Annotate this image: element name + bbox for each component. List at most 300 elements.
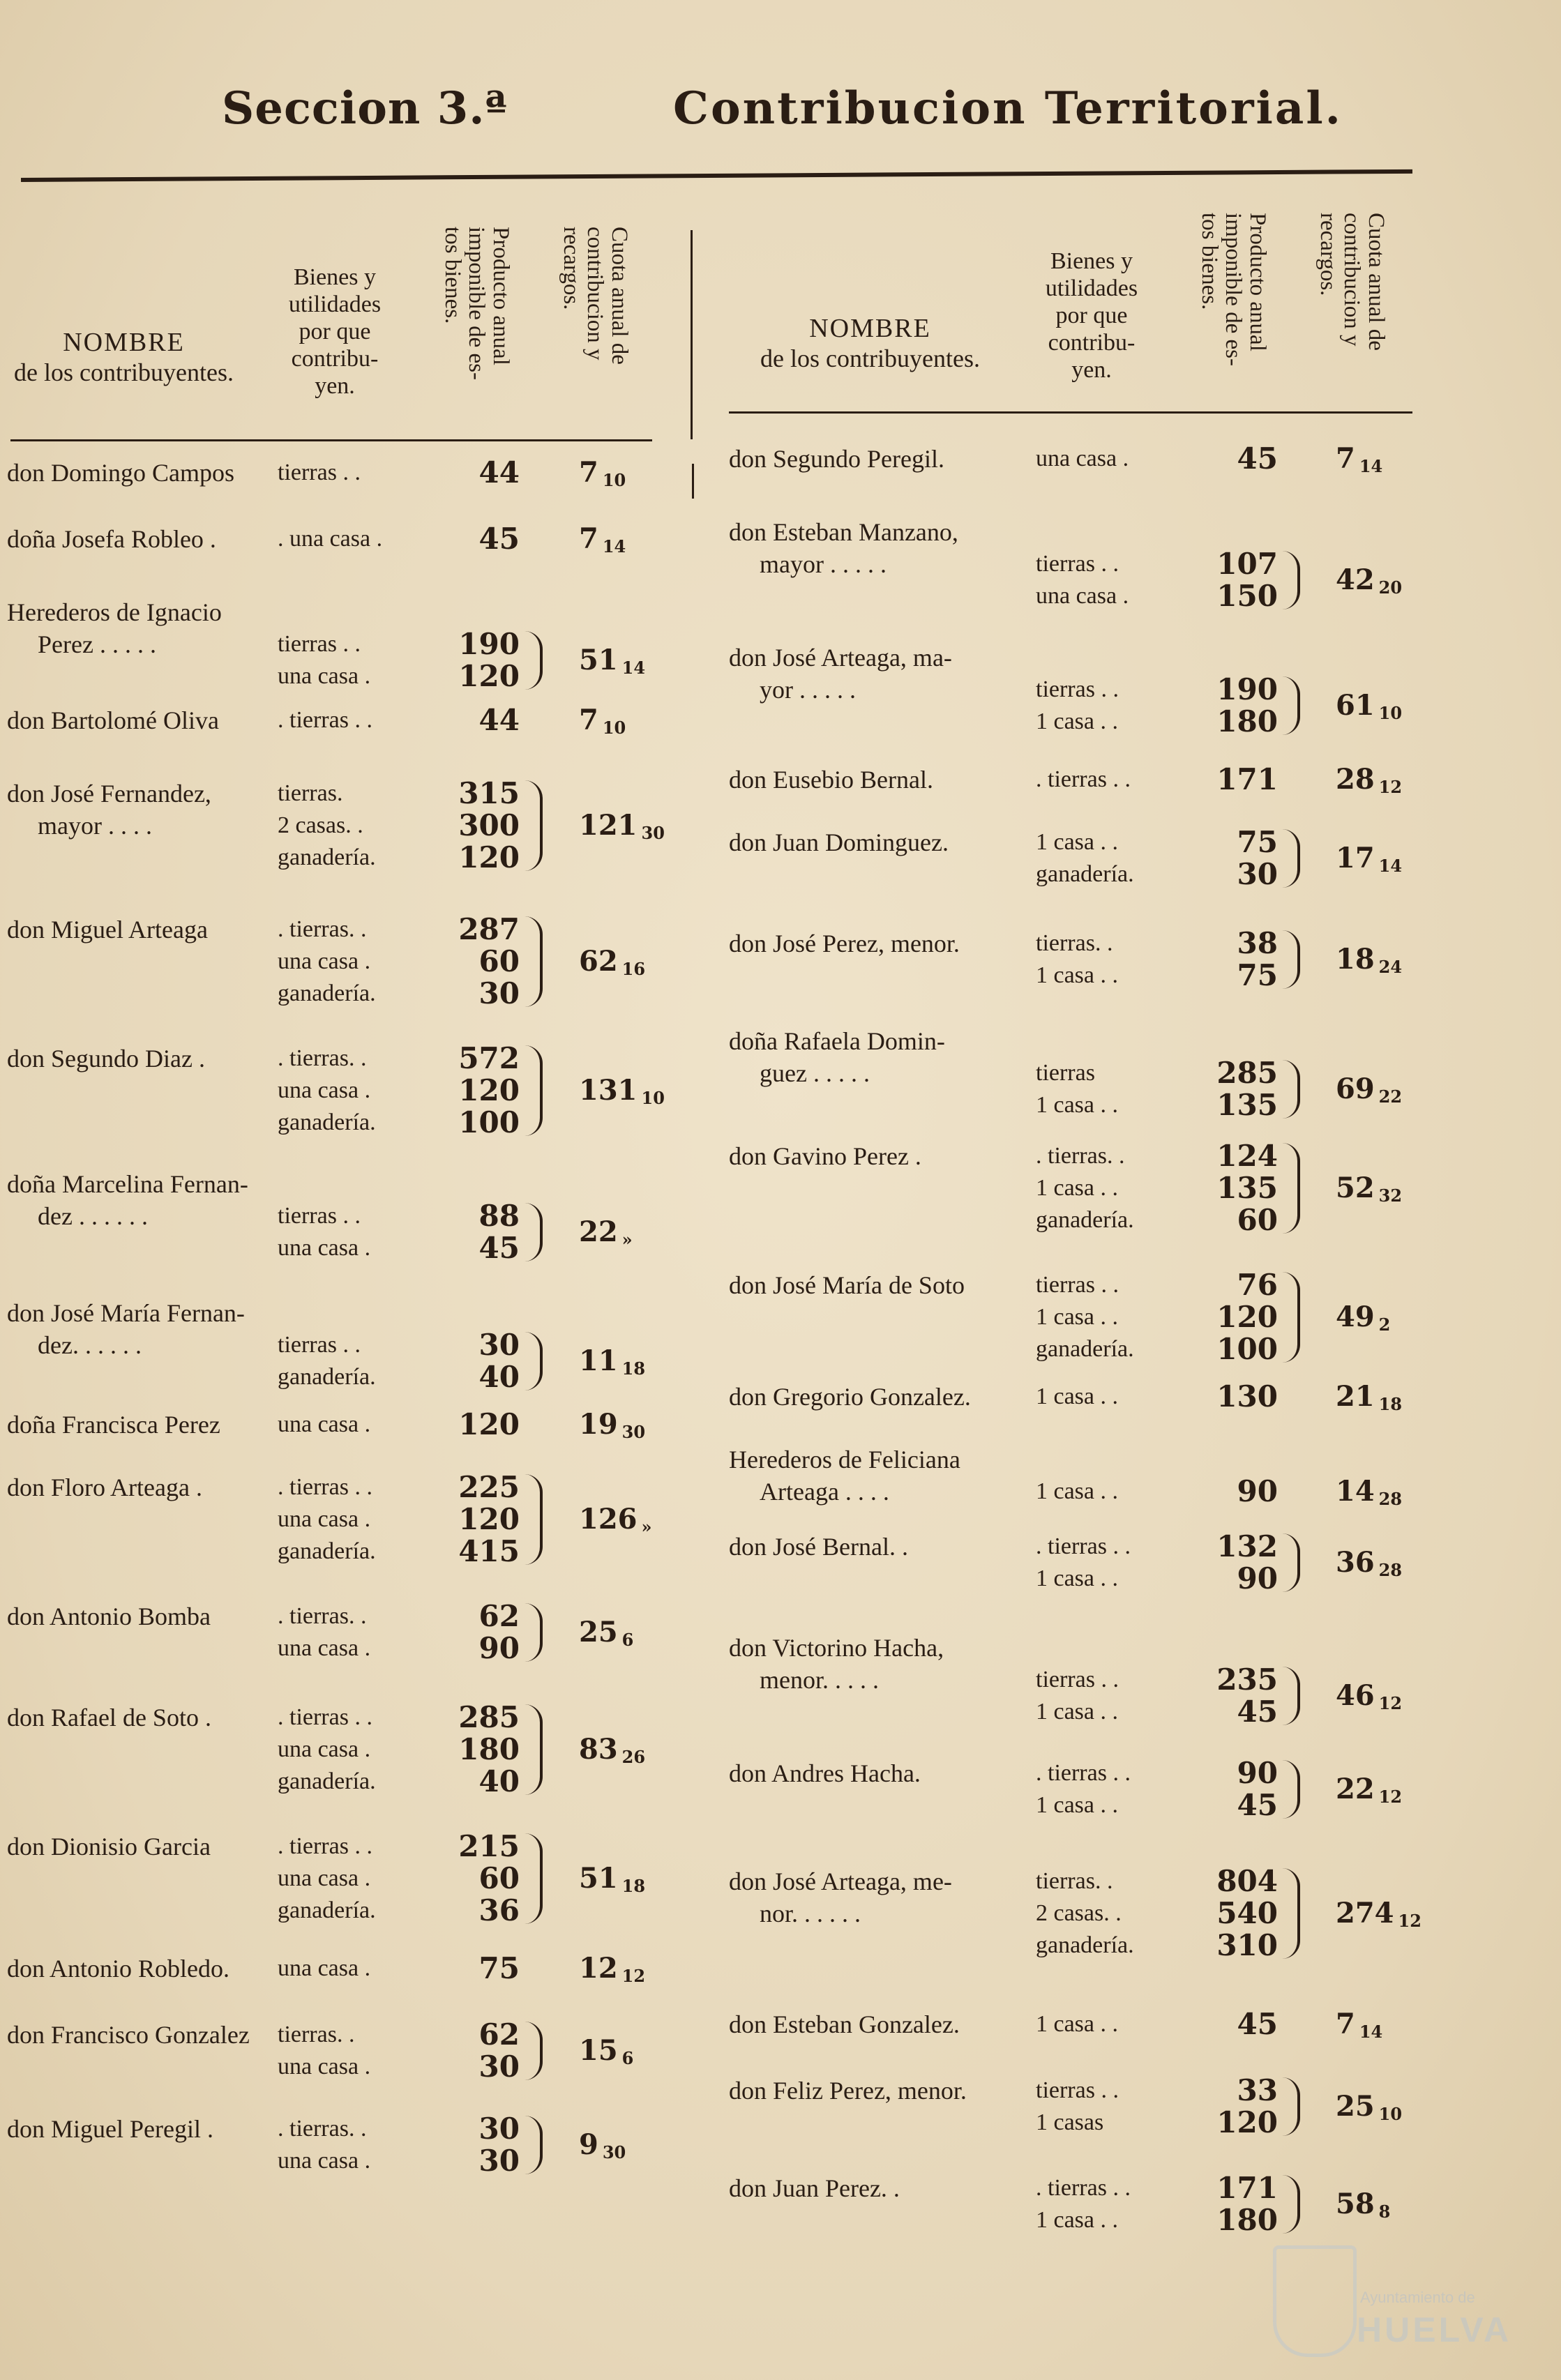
product-value: 107 [1216,547,1278,581]
left-header-cuota: Cuota anual de contribucion y recargos. [558,227,632,365]
product-value: 44 [478,455,520,490]
brace-icon [1282,1868,1300,1959]
property-item: tierras . . [278,1332,361,1358]
property-items [1036,2008,1118,2040]
brace-icon [1282,829,1300,888]
product-value: 33 [1237,2073,1278,2107]
property-item: 1 casa . . [1036,1566,1119,1591]
product-values [1201,1757,1278,1821]
product-value: 90 [1237,1756,1278,1790]
product-value: 135 [1216,1171,1278,1205]
property-items [278,1600,370,1665]
brace-icon [525,631,543,690]
cuota-value: 22 $_{12}$ [1336,1773,1403,1807]
product-values [1201,1865,1278,1962]
property-items [278,457,361,489]
property-items [278,2113,370,2177]
product-values [1201,443,1278,475]
cuota-value: 69 $_{22}$ [1336,1072,1403,1107]
product-value: 75 [478,1951,520,1985]
property-item: ganadería. [278,844,376,870]
product-value: 572 [458,1041,520,1075]
product-value: 100 [1216,1332,1278,1366]
left-header-name: NOMBRE de los contribuyentes. [14,328,234,386]
product-value: 180 [458,1732,520,1766]
property-item: una casa . [278,663,371,689]
property-item: . tierras . . [278,1474,372,1500]
property-items [1036,548,1129,612]
right-header-producto: Producto anual imponible de es- tos bienes. [1196,213,1270,366]
product-values [443,1953,520,1985]
product-values [1201,1057,1278,1121]
brace-icon [1282,551,1300,609]
cuota-value: 7 $_{14}$ [1336,442,1383,476]
page-title: Contribucion Territorial. [673,82,1343,135]
property-item: tierras . . [1036,551,1119,577]
cuota-value: 121 $_{30}$ [579,809,665,843]
product-value: 285 [458,1700,520,1734]
product-value: 30 [478,2112,520,2146]
column-divider [691,230,693,439]
property-item: . tierras . . [1036,766,1131,792]
product-value: 315 [458,776,520,810]
taxpayer-name: don Juan Perez. . [729,2174,900,2202]
product-value: 62 [478,1599,520,1633]
product-value: 90 [1237,1561,1278,1595]
property-item: . tierras. . [278,1045,367,1071]
section-heading: Seccion 3.ª [222,82,508,135]
property-item: 1 casa . . [1036,2011,1119,2037]
watermark-line1: Ayuntamiento de [1360,2289,1475,2306]
taxpayer-name: don Andres Hacha. [729,1759,921,1787]
property-items [1036,927,1118,992]
property-item: 1 casa . . [1036,962,1119,988]
cuota-value: 9 $_{30}$ [579,2128,626,2162]
product-value: 540 [1216,1896,1278,1930]
product-value: 60 [478,944,520,978]
property-item: . tierras. . [278,2116,367,2142]
product-values [443,523,520,555]
product-values [443,1200,520,1264]
taxpayer-name: don Bartolomé Oliva [7,706,219,734]
property-item: 2 casas. . [1036,1900,1122,1926]
product-value: 30 [478,2049,520,2084]
property-item: . tierras . . [278,1704,372,1730]
product-value: 45 [1237,2007,1278,2041]
cuota-value: 52 $_{32}$ [1336,1172,1403,1206]
product-values [1201,548,1278,612]
cuota-value: 126 $_»$ [579,1503,652,1537]
product-value: 44 [478,703,520,737]
left-header-producto: Producto anual imponible de es- tos bienes. [439,227,513,380]
product-values [1201,1381,1278,1413]
taxpayer-name: doña Josefa Robleo . [7,525,216,553]
product-value: 90 [478,1631,520,1665]
property-item: ganadería. [1036,1932,1134,1958]
cuota-value: 58 $_8$ [1336,2188,1391,2222]
property-items [1036,764,1131,796]
product-value: 225 [458,1470,520,1504]
property-item: tierras. . [278,2022,355,2047]
brace-icon [525,1833,543,1924]
product-values [443,704,520,736]
product-value: 60 [1237,1203,1278,1237]
product-value: 90 [1237,1474,1278,1508]
product-value: 76 [1237,1268,1278,1302]
brace-icon [525,1203,543,1261]
column-divider-lower [692,464,694,499]
taxpayer-name: don José María Fernan- dez. . . . . . [7,1299,245,1359]
property-items [278,1200,370,1264]
product-values [1201,1140,1278,1236]
product-value: 120 [458,1073,520,1107]
cuota-value: 28 $_{12}$ [1336,763,1403,797]
right-header-cuota: Cuota anual de contribucion y recargos. [1315,213,1389,351]
cuota-value: 17 $_{14}$ [1336,842,1403,876]
product-value: 38 [1237,926,1278,960]
taxpayer-name: don José María de Soto [729,1271,965,1299]
taxpayer-name: don Rafael de Soto . [7,1704,211,1731]
property-item: ganadería. [278,1538,376,1564]
brace-icon [1282,676,1300,735]
product-value: 30 [478,2144,520,2178]
property-item: ganadería. [278,1364,376,1390]
taxpayer-name: don Victorino Hacha, menor. . . . . [729,1634,944,1694]
product-value: 171 [1216,2171,1278,2205]
property-item: ganadería. [278,1897,376,1923]
property-items [1036,1269,1134,1365]
taxpayer-name: don Esteban Gonzalez. [729,2010,960,2038]
brace-icon [525,780,543,871]
product-value: 804 [1216,1864,1278,1898]
product-value: 36 [478,1893,520,1927]
taxpayer-name: don Gavino Perez . [729,1142,921,1170]
product-values [443,1701,520,1798]
property-item: . tierras. . [278,916,367,942]
property-item: . tierras . . [1036,2175,1131,2201]
taxpayer-name: don Dionisio Garcia [7,1833,211,1860]
taxpayer-name: don Antonio Bomba [7,1602,211,1630]
taxpayer-name: don José Perez, menor. [729,930,960,957]
property-items [278,704,372,736]
property-items [278,1329,376,1393]
property-items [278,1831,376,1927]
brace-icon [1282,2175,1300,2234]
property-item: una casa . [278,2148,371,2174]
product-value: 75 [1237,958,1278,992]
property-items [278,1471,376,1568]
product-value: 120 [458,1407,520,1441]
product-value: 30 [478,1328,520,1362]
property-item: tierras. . [1036,1868,1113,1894]
product-value: 45 [1237,1788,1278,1822]
product-value: 30 [478,976,520,1010]
taxpayer-name: doña Rafaela Domin- guez . . . . . [729,1027,945,1087]
product-value: 120 [1216,2105,1278,2139]
brace-icon [525,2022,543,2080]
product-value: 150 [1216,579,1278,613]
cuota-value: 62 $_{16}$ [579,945,646,979]
product-values [1201,927,1278,992]
property-items [1036,826,1134,890]
property-items [1036,2172,1131,2236]
property-item: . tierras . . [1036,1760,1131,1786]
property-item: 1 casa . . [1036,1384,1119,1409]
taxpayer-name: doña Francisca Perez [7,1411,220,1439]
product-values [1201,764,1278,796]
property-items [1036,1757,1131,1821]
property-item: una casa . [278,1411,371,1437]
property-item: 1 casa . . [1036,1175,1119,1201]
product-values [1201,1531,1278,1595]
property-items [1036,443,1129,475]
brace-icon [525,1603,543,1662]
property-items [278,2019,370,2083]
property-item: ganadería. [278,980,376,1006]
product-value: 171 [1216,762,1278,796]
property-items [1036,1381,1118,1413]
right-header-name: NOMBRE de los contribuyentes. [760,314,980,372]
taxpayer-name: don Miguel Peregil . [7,2115,213,2143]
product-value: 62 [478,2017,520,2052]
property-item: ganadería. [1036,1336,1134,1362]
watermark-seal [1273,2245,1545,2364]
property-items [1036,1865,1134,1962]
product-values [443,914,520,1010]
cuota-value: 18 $_{24}$ [1336,943,1403,977]
property-items [278,1043,376,1139]
right-header-rule [729,411,1412,414]
cuota-value: 7 $_{10}$ [579,456,626,490]
product-values [443,628,520,692]
property-item: 1 casa . . [1036,708,1119,734]
taxpayer-name: Herederos de Feliciana Arteaga . . . . [729,1446,960,1506]
taxpayer-name: doña Marcelina Fernan- dez . . . . . . [7,1170,248,1230]
property-item: tierras . . [278,460,361,485]
cuota-value: 61 $_{10}$ [1336,689,1403,723]
product-value: 135 [1216,1088,1278,1122]
cuota-value: 15 $_6$ [579,2034,634,2068]
property-item: . tierras. . [278,1603,367,1629]
product-value: 285 [1216,1056,1278,1090]
cuota-value: 51 $_{14}$ [579,644,646,678]
product-value: 120 [1216,1300,1278,1334]
property-item: una casa . [278,1865,371,1891]
property-item: 2 casas. . [278,812,363,838]
product-value: 45 [478,1231,520,1265]
brace-icon [1282,930,1300,989]
product-value: 100 [458,1105,520,1139]
property-items [278,914,376,1010]
property-item: ganadería. [1036,861,1134,887]
cuota-value: 25 $_6$ [579,1616,634,1650]
property-item: 1 casa . . [1036,1478,1119,1504]
product-value: 287 [458,912,520,946]
cuota-value: 51 $_{18}$ [579,1862,646,1896]
brace-icon [1282,1667,1300,1725]
product-value: 60 [478,1861,520,1895]
left-header-rule [10,439,652,441]
property-item: . tierras . . [1036,1533,1131,1559]
taxpayer-name: don Antonio Robledo. [7,1955,230,1983]
watermark-line2: HUELVA [1357,2310,1512,2349]
property-items [278,628,370,692]
product-value: 40 [478,1764,520,1798]
property-item: tierras . . [1036,1667,1119,1692]
property-items [1036,1531,1131,1595]
product-value: 75 [1237,825,1278,859]
product-values [443,778,520,874]
product-values [1201,1269,1278,1365]
product-values [443,1043,520,1139]
product-values [1201,2008,1278,2040]
property-items [278,1701,376,1798]
property-items [278,1953,370,1985]
product-value: 120 [458,840,520,874]
product-value: 215 [458,1829,520,1863]
property-items [1036,1664,1119,1728]
product-value: 180 [1216,704,1278,738]
property-item: tierras. [278,780,343,806]
property-item: ganadería. [278,1109,376,1135]
product-values [443,1471,520,1568]
brace-icon [525,1474,543,1565]
property-items [1036,1140,1134,1236]
left-header-bienes: Bienes y utilidades por que contribu- yen. [288,264,382,400]
property-item: ganadería. [1036,1207,1134,1233]
property-item: tierras . . [1036,2077,1119,2103]
brace-icon [525,1045,543,1136]
cuota-value: 49 $_2$ [1336,1301,1391,1335]
brace-icon [1282,2077,1300,2136]
cuota-value: 131 $_{10}$ [579,1074,665,1108]
taxpayer-name: don Esteban Manzano, mayor . . . . . [729,518,958,578]
brace-icon [525,1332,543,1390]
property-item: 1 casas [1036,2109,1104,2135]
property-item: . tierras . . [278,707,372,733]
product-values [443,1329,520,1393]
property-item: una casa . [278,1235,371,1261]
product-value: 130 [1216,1379,1278,1413]
taxpayer-name: don José Bernal. . [729,1533,908,1561]
property-item: una casa . [278,1077,371,1103]
brace-icon [1282,1060,1300,1119]
product-value: 190 [1216,672,1278,706]
product-values [443,2113,520,2177]
property-item: tierras. . [1036,930,1113,956]
property-items [1036,2075,1119,2139]
product-values [1201,674,1278,738]
cuota-value: 83 $_{26}$ [579,1733,646,1767]
cuota-value: 11 $_{18}$ [579,1344,646,1379]
property-item: 1 casa . . [1036,829,1119,855]
cuota-value: 7 $_{14}$ [1336,2008,1383,2042]
property-item: una casa . [278,1955,371,1981]
property-item: tierras [1036,1060,1095,1086]
product-values [443,1600,520,1665]
brace-icon [1282,1143,1300,1234]
taxpayer-name: don Eusebio Bernal. [729,766,933,794]
product-values [1201,1476,1278,1508]
product-values [443,457,520,489]
product-value: 310 [1216,1928,1278,1962]
taxpayer-name: don Francisco Gonzalez [7,2021,250,2049]
taxpayer-name: don José Fernandez, mayor . . . . [7,780,211,840]
property-items [278,1409,370,1441]
property-items [1036,674,1119,738]
taxpayer-name: don Feliz Perez, menor. [729,2077,967,2105]
product-value: 40 [478,1360,520,1394]
product-value: 300 [458,808,520,842]
product-value: 190 [458,627,520,661]
cuota-value: 42 $_{20}$ [1336,563,1403,598]
brace-icon [1282,1272,1300,1363]
cuota-value: 21 $_{18}$ [1336,1380,1403,1414]
product-values [1201,2172,1278,2236]
property-item: una casa . [278,948,371,974]
cuota-value: 22 $_»$ [579,1215,633,1250]
taxpayer-name: don Domingo Campos [7,459,235,487]
property-item: una casa . [1036,583,1129,609]
cuota-value: 19 $_{30}$ [579,1408,646,1442]
product-value: 88 [478,1199,520,1233]
property-items [278,778,376,874]
product-value: 120 [458,1502,520,1536]
property-item: 1 casa . . [1036,1092,1119,1118]
property-item: . tierras . . [278,1833,372,1859]
cuota-value: 7 $_{10}$ [579,704,626,738]
brace-icon [525,2116,543,2174]
property-item: 1 casa . . [1036,2207,1119,2233]
property-item: una casa . [278,1506,371,1532]
product-value: 45 [1237,441,1278,476]
brace-icon [1282,1533,1300,1592]
taxpayer-name: don Floro Arteaga . [7,1473,202,1501]
brace-icon [1282,1760,1300,1819]
cuota-value: 12 $_{12}$ [579,1952,646,1986]
product-values [1201,1664,1278,1728]
property-item: tierras . . [278,1203,361,1229]
taxpayer-name: don José Arteaga, me- nor. . . . . . [729,1867,952,1927]
cuota-value: 36 $_{28}$ [1336,1546,1403,1580]
product-value: 235 [1216,1662,1278,1697]
product-value: 180 [1216,2203,1278,2237]
property-item: una casa . [278,2054,371,2079]
product-value: 132 [1216,1529,1278,1563]
product-value: 124 [1216,1139,1278,1173]
product-value: 45 [478,522,520,556]
taxpayer-name: don José Arteaga, ma- yor . . . . . [729,644,952,704]
product-value: 120 [458,659,520,693]
property-items [1036,1476,1118,1508]
top-rule [21,169,1412,182]
taxpayer-name: don Segundo Peregil. [729,445,944,473]
product-value: 30 [1237,857,1278,891]
property-item: 1 casa . . [1036,1792,1119,1818]
taxpayer-name: Herederos de Ignacio Perez . . . . . [7,598,222,658]
taxpayer-name: don Segundo Diaz . [7,1045,205,1072]
taxpayer-name: don Juan Dominguez. [729,828,949,856]
property-item: 1 casa . . [1036,1699,1119,1725]
brace-icon [525,1704,543,1795]
cuota-value: 274 $_{12}$ [1336,1897,1422,1931]
property-item: 1 casa . . [1036,1304,1119,1330]
product-values [1201,826,1278,890]
property-item: ganadería. [278,1768,376,1794]
property-item: tierras . . [1036,676,1119,702]
coat-of-arms-icon [1273,2245,1357,2357]
property-item: tierras . . [278,631,361,657]
